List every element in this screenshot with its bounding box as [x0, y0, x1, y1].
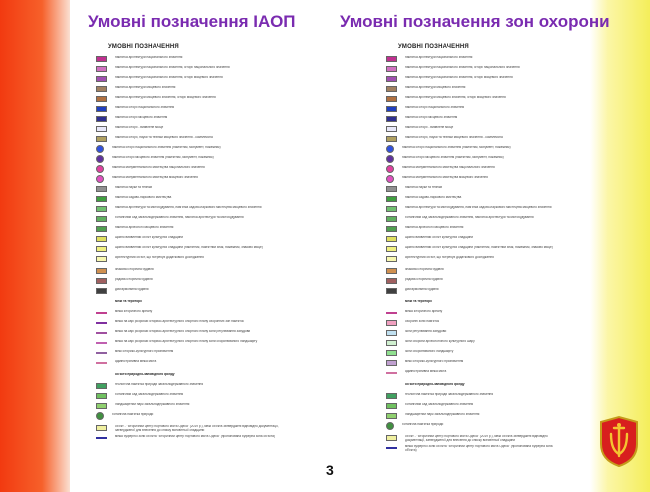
legend-row [386, 186, 556, 193]
legend-rows [88, 56, 293, 442]
legend-swatch [386, 246, 397, 252]
legend-row [88, 216, 293, 223]
legend-swatch [96, 383, 107, 389]
legend-row [386, 56, 556, 63]
legend-label: межа історичного ареалу [115, 310, 153, 314]
legend-swatch [96, 76, 107, 82]
legend-row [88, 340, 293, 347]
legend-label: пам'ятка архітектури та містобудування, пам'ятка садово-паркового мистецтва місцевого значення [115, 205, 262, 209]
legend-row [386, 340, 556, 347]
legend-row [386, 278, 556, 285]
legend-label: ботанічний сад загальнодержавного значення [115, 392, 184, 396]
legend-swatch-spacer [386, 300, 397, 306]
legend-swatch [96, 322, 107, 324]
legend-row [88, 393, 293, 400]
legend-row [88, 246, 293, 253]
legend-label: межа на карі розробки історико-архітектурного опорного плану зони охоронюваного ландшафту [115, 340, 258, 344]
legend-swatch [386, 136, 397, 142]
legend-row [386, 310, 556, 317]
legend-swatch [96, 278, 107, 284]
legend-label: архітектурний об'єкт, що потребує додаткового дослідження [405, 255, 494, 259]
legend-row [88, 146, 293, 153]
legend-label: пам'ятка археології місцевого значення [405, 225, 464, 229]
legend-label: пам'ятка історії національного значення (пам'ятник, монумент, пожежник) [402, 145, 511, 149]
left-decor-stripe [0, 0, 70, 492]
legend-swatch [96, 412, 104, 420]
legend-swatch-spacer [386, 383, 397, 389]
legend-swatch [96, 268, 107, 274]
legend-label: пам'ятка садово-паркового мистецтва [405, 195, 462, 199]
legend-swatch [386, 268, 397, 274]
legend-label: пам'ятка монументального мистецтва національного значення [402, 165, 495, 169]
legend-swatch [386, 165, 394, 173]
legend-panel-left [88, 38, 293, 468]
legend-swatch [96, 126, 107, 132]
legend-swatch [386, 126, 397, 132]
legend-swatch [386, 226, 397, 232]
legend-label: ботанічний сад загальнодержавного значення, пам'ятка архітектури та містобудування [115, 215, 244, 219]
legend-row [88, 176, 293, 183]
legend-row [386, 445, 556, 452]
legend-row [386, 146, 556, 153]
legend-label: дисгармонійна будівля [405, 288, 439, 292]
legend-row [88, 236, 293, 243]
legend-swatch [386, 320, 397, 326]
legend-label: пам'ятка історії місцевого значення [405, 115, 458, 119]
legend-swatch [96, 256, 107, 262]
legend-swatch [386, 206, 397, 212]
legend-row [88, 166, 293, 173]
legend-swatch [96, 106, 107, 112]
legend-row [88, 330, 293, 337]
legend-swatch [386, 236, 397, 242]
legend-swatch [386, 116, 397, 122]
legend-row [88, 403, 293, 410]
title-right: Умовні позначення зон охорони [340, 12, 610, 31]
legend-label: пам'ятка монументального мистецтва місцевого значення [402, 175, 488, 179]
legend-swatch [386, 393, 397, 399]
legend-swatch [386, 435, 397, 441]
legend-swatch [96, 236, 107, 242]
legend-label: геологічна пам'ятка природи загальнодержавного значення [115, 382, 204, 386]
legend-label: щойно виявлений об'єкт культурної спадщини [405, 235, 474, 239]
legend-swatch [96, 96, 107, 102]
legend-row [386, 216, 556, 223]
legend-label: пам'ятка архітектури місцевого значення, історії місцевого значення [115, 95, 216, 99]
legend-swatch [386, 175, 394, 183]
legend-swatch [386, 66, 397, 72]
legend-label: пам'ятка архітектури національного значення, історії місцевого значення [405, 75, 513, 79]
legend-label: межі історико-культурного призначення [405, 360, 464, 364]
legend-label: ботанічна пам'ятка природи [402, 422, 444, 426]
legend-swatch-spacer [96, 373, 107, 379]
legend-label: об'єкт - "Історичний центр портового міста Одеса" (2019 р.), межі об'єкта затверджені відповідно документації, затвердженої для внесення до списку всесвітньої спадщини [115, 425, 279, 432]
legend-swatch [386, 106, 397, 112]
legend-label: щойно виявлений об'єкт культурної спадщини [115, 235, 184, 239]
legend-label: межа на карі розробки історико-архітектурного опорного плану охоронних зон пам'яток [115, 320, 244, 324]
legend-swatch [96, 175, 104, 183]
legend-swatch [96, 437, 107, 439]
legend-row [88, 425, 293, 432]
legend-label: знакова історична будівля [115, 268, 154, 272]
legend-row [88, 76, 293, 83]
legend-swatch [96, 136, 107, 142]
legend-label: межі та території [405, 300, 432, 304]
legend-swatch [96, 186, 107, 192]
legend-row [88, 96, 293, 103]
legend-row [88, 360, 293, 367]
legend-swatch [96, 425, 107, 431]
legend-label: ландшафтний парк загальнодержавного значення [405, 412, 480, 416]
legend-label: геологічна пам'ятка природи загальнодержавного значення [405, 392, 494, 396]
legend-label: знакова історична будівля [405, 268, 444, 272]
legend-label: пам'ятка монументального мистецтва національного значення [112, 165, 205, 169]
legend-row [88, 288, 293, 295]
legend-label: об'єкти природно-заповідного фонду [115, 372, 175, 376]
legend-row [386, 320, 556, 327]
legend-label: пам'ятка історії - виявлене місце [405, 125, 454, 129]
legend-label: пам'ятка архітектури місцевого значення [115, 85, 176, 89]
legend-row [386, 76, 556, 83]
legend-label: межа буферної зони об'єкта "Історичний центр портового міста Одеса" (пропонована буферна зона об'єкта) [115, 435, 275, 439]
legend-label: пам'ятка історії, науки та техніки місцевого значення - комплексна [405, 135, 503, 139]
legend-label: пам'ятка історії місцевого значення (пам'ятник, монумент, пожежник) [112, 155, 214, 159]
legend-swatch [96, 145, 104, 153]
legend-label: архітектурний об'єкт, що потребує додаткового дослідження [115, 255, 204, 259]
legend-swatch [386, 155, 394, 163]
legend-row [88, 126, 293, 133]
legend-swatch [96, 352, 107, 354]
legend-swatch [96, 226, 107, 232]
legend-swatch [386, 360, 397, 366]
legend-row [88, 196, 293, 203]
legend-label: адміністративна межа міста [115, 360, 157, 364]
legend-row [386, 360, 556, 367]
legend-row [88, 156, 293, 163]
legend-label: пам'ятка історії - виявлене місце [115, 125, 164, 129]
legend-swatch [96, 56, 107, 62]
legend-row [386, 156, 556, 163]
legend-label: ботанічний сад загальнодержавного значення, пам'ятка архітектури та містобудування [405, 215, 534, 219]
page-number: 3 [326, 462, 334, 478]
legend-row [386, 66, 556, 73]
legend-swatch [386, 413, 397, 419]
legend-swatch [386, 216, 397, 222]
legend-label: пам'ятка історії національного значення [115, 105, 175, 109]
legend-swatch [96, 332, 107, 334]
legend-row [88, 310, 293, 317]
legend-row [386, 96, 556, 103]
legend-row [88, 186, 293, 193]
legend-rows [386, 56, 556, 452]
legend-swatch [386, 86, 397, 92]
legend-label: пам'ятка монументального мистецтва місцевого значення [112, 175, 198, 179]
legend-swatch [96, 165, 104, 173]
legend-label: пам'ятка історії національного значення [405, 105, 465, 109]
legend-row [88, 350, 293, 357]
legend-row [386, 413, 556, 420]
legend-row [386, 106, 556, 113]
legend-label: рядова історична будівля [115, 278, 153, 282]
legend-label: пам'ятка архітектури місцевого значення [405, 85, 466, 89]
legend-swatch [96, 206, 107, 212]
legend-swatch [386, 145, 394, 153]
legend-row [386, 268, 556, 275]
legend-swatch [386, 312, 397, 314]
legend-swatch [96, 155, 104, 163]
legend-label: пам'ятка садово-паркового мистецтва [115, 195, 172, 199]
legend-label: зони охорони археологічного культурного шару [405, 340, 475, 344]
legend-swatch [386, 186, 397, 192]
legend-label: адміністративна межа міста [405, 370, 447, 374]
legend-label: пам'ятка історії національного значення (пам'ятник, монумент, пожежник) [112, 145, 221, 149]
legend-swatch [386, 256, 397, 262]
legend-swatch [96, 246, 107, 252]
legend-swatch [386, 403, 397, 409]
legend-swatch [96, 116, 107, 122]
legend-row [386, 370, 556, 377]
legend-swatch [386, 56, 397, 62]
legend-label: пам'ятка архітектури та містобудування, пам'ятка садово-паркового мистецтва місцевого значення [405, 205, 552, 209]
legend-swatch [386, 96, 397, 102]
legend-row [88, 268, 293, 275]
legend-label: охоронні зони пам'яток [405, 320, 439, 324]
legend-swatch [96, 288, 107, 294]
legend-swatch [96, 362, 107, 364]
legend-label: пам'ятка науки та техніки [115, 185, 153, 189]
legend-label: пам'ятка історії місцевого значення (пам'ятник, монумент, пожежник) [402, 155, 504, 159]
legend-row [386, 423, 556, 430]
legend-row [386, 136, 556, 143]
legend-label: пам'ятка археології місцевого значення [115, 225, 174, 229]
legend-swatch [96, 393, 107, 399]
legend-swatch [96, 196, 107, 202]
legend-row [88, 256, 293, 263]
legend-label: пам'ятка архітектури національного значення, історії національного значення [405, 65, 520, 69]
legend-label: рядова історична будівля [405, 278, 443, 282]
legend-label: пам'ятка архітектури місцевого значення, історії місцевого значення [405, 95, 506, 99]
legend-row [386, 403, 556, 410]
legend-row [386, 166, 556, 173]
legend-row [386, 330, 556, 337]
legend-label: щойно виявлений об'єкт культурної спадщини (пам'ятник, пам'ятний знак, пожежник, знаково місце) [405, 245, 553, 249]
legend-row [386, 246, 556, 253]
legend-swatch [96, 86, 107, 92]
legend-row [88, 413, 293, 420]
legend-label: ботанічний сад загальнодержавного значення [405, 402, 474, 406]
legend-label: пам'ятка архітектури національного значення [115, 56, 183, 59]
legend-row [386, 86, 556, 93]
legend-row [88, 56, 293, 63]
legend-row [88, 66, 293, 73]
legend-swatch [386, 372, 397, 374]
legend-label: межі історико-культурного призначення [115, 350, 174, 354]
legend-row [386, 393, 556, 400]
legend-label: межа буферної зони об'єкта "Історичний центр портового міста Одеса" (пропонована буферна зона об'єкта) [405, 445, 553, 452]
legend-row [88, 226, 293, 233]
legend-label: пам'ятка архітектури національного значення [405, 56, 473, 59]
legend-row [88, 86, 293, 93]
legend-swatch [386, 422, 394, 430]
legend-row [386, 300, 556, 307]
legend-row [88, 106, 293, 113]
legend-label: об'єкти природно-заповідного фонду [405, 382, 465, 386]
legend-label: пам'ятка науки та техніки [405, 185, 443, 189]
odesa-coat-of-arms-icon [597, 414, 641, 468]
legend-row [88, 206, 293, 213]
legend-label: ботанічна пам'ятка природи [112, 412, 154, 416]
legend-row [88, 116, 293, 123]
legend-row [386, 383, 556, 390]
legend-label: щойно виявлений об'єкт культурної спадщини (пам'ятник, пам'ятний знак, пожежник, знаково місце) [115, 245, 263, 249]
legend-label: пам'ятка архітектури національного значення, історії національного значення [115, 65, 230, 69]
legend-label: межа на карі розробки історико-архітектурного опорного плану зони регулювання забудови [115, 330, 251, 334]
legend-label: дисгармонійна будівля [115, 288, 149, 292]
legend-swatch [386, 288, 397, 294]
legend-row [88, 320, 293, 327]
legend-row [88, 435, 293, 442]
legend-swatch-spacer [96, 300, 107, 306]
legend-row [88, 136, 293, 143]
legend-row [88, 300, 293, 307]
legend-swatch [386, 340, 397, 346]
legend-row [386, 435, 556, 442]
legend-swatch [96, 216, 107, 222]
legend-row [386, 206, 556, 213]
legend-label: пам'ятка архітектури національного значення, історії місцевого значення [115, 75, 223, 79]
legend-swatch [386, 350, 397, 356]
legend-swatch [96, 312, 107, 314]
legend-label: межі та території [115, 300, 142, 304]
legend-row [88, 278, 293, 285]
legend-label: зони охоронюваного ландшафту [405, 350, 454, 354]
legend-row [386, 116, 556, 123]
legend-row [386, 350, 556, 357]
legend-swatch [386, 76, 397, 82]
legend-swatch [386, 278, 397, 284]
legend-heading: УМОВНІ ПОЗНАЧЕННЯ [398, 44, 469, 50]
legend-swatch [386, 447, 397, 449]
legend-label: пам'ятка історії, науки та техніки місцевого значення - комплексна [115, 135, 213, 139]
legend-swatch [96, 403, 107, 409]
legend-row [88, 383, 293, 390]
legend-row [386, 236, 556, 243]
legend-label: межа історичного ареалу [405, 310, 443, 314]
legend-label: об'єкт - "Історичний центр портового міста Одеса" (2019 р.), межі об'єкта затверджені відповідно документації, затвердженої для внесення до списку всесвітньої спадщини [405, 435, 548, 442]
legend-swatch [96, 342, 107, 344]
legend-label: пам'ятка історії місцевого значення [115, 115, 168, 119]
legend-swatch [386, 330, 397, 336]
legend-swatch [386, 196, 397, 202]
legend-row [386, 226, 556, 233]
title-left: Умовні позначення ІАОП [88, 12, 296, 31]
legend-row [386, 256, 556, 263]
legend-heading: УМОВНІ ПОЗНАЧЕННЯ [108, 44, 179, 50]
legend-panel-right [386, 38, 556, 478]
legend-row [386, 196, 556, 203]
legend-row [88, 373, 293, 380]
legend-row [386, 126, 556, 133]
legend-row [386, 176, 556, 183]
legend-row [386, 288, 556, 295]
legend-swatch [96, 66, 107, 72]
legend-label: ландшафтний парк загальнодержавного значення [115, 402, 190, 406]
legend-label: зони регулювання забудови [405, 330, 447, 334]
